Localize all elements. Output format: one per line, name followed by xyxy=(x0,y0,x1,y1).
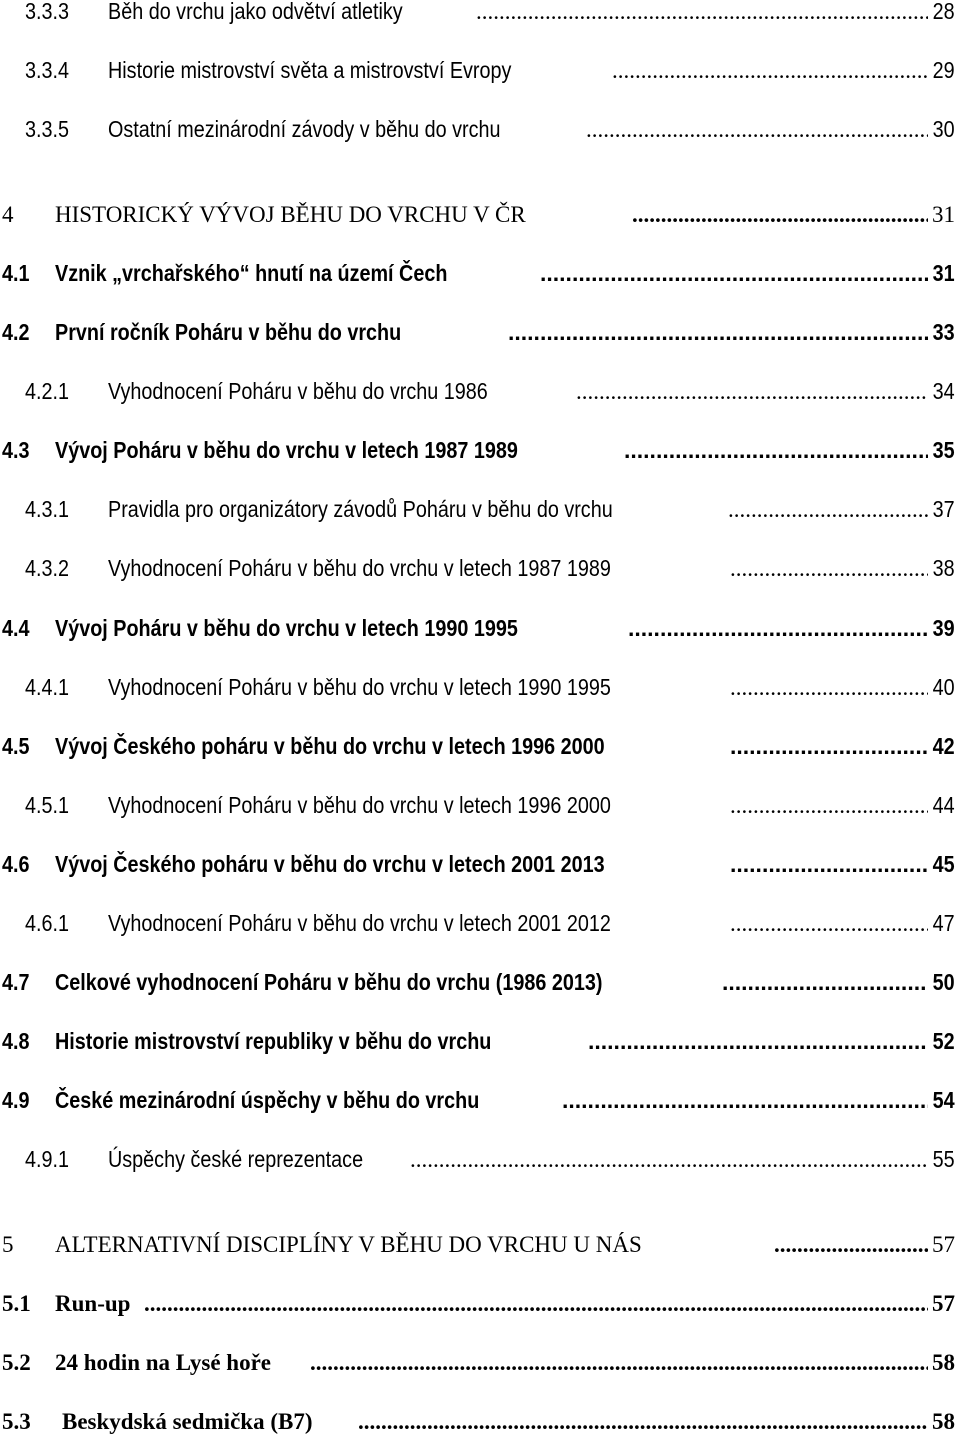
toc-entry-page: 52 xyxy=(932,1028,955,1054)
toc-entry-leader xyxy=(540,262,928,285)
toc-entry-number: 3.3.3 xyxy=(25,0,69,24)
toc-entry-leader xyxy=(730,794,928,817)
toc-entry[interactable] xyxy=(0,1148,955,1178)
toc-entry-number: 5.3 xyxy=(2,1409,31,1434)
toc-entry-title: Vývoj Poháru v běhu do vrchu v letech 1990 1995 xyxy=(55,615,518,641)
toc-entry-title: České mezinárodní úspěchy v běhu do vrchu xyxy=(55,1087,480,1113)
toc-entry[interactable] xyxy=(0,439,955,469)
toc-entry-title: Vývoj Českého poháru v běhu do vrchu v letech 1996 2000 xyxy=(55,733,605,759)
toc-entry[interactable] xyxy=(0,321,955,351)
toc-entry-leader xyxy=(722,971,928,994)
toc-entry-page: 33 xyxy=(932,319,955,345)
toc-entry-number: 3.3.4 xyxy=(25,57,69,83)
toc-entry-title: Historie mistrovství světa a mistrovství Evropy xyxy=(108,57,512,83)
toc-entry-leader xyxy=(562,1089,928,1112)
toc-entry-page: 30 xyxy=(932,116,955,142)
toc-entry-leader xyxy=(628,617,928,640)
toc-entry[interactable] xyxy=(0,557,955,587)
toc-entry-number: 4.1 xyxy=(2,260,30,286)
toc-entry[interactable] xyxy=(0,853,955,883)
toc-entry[interactable] xyxy=(0,1292,955,1322)
toc-entry-title: ALTERNATIVNÍ DISCIPLÍNY V BĚHU DO VRCHU U NÁS xyxy=(55,1232,642,1257)
toc-entry-leader xyxy=(730,853,928,876)
toc-entry[interactable] xyxy=(0,498,955,528)
toc-entry-number: 4.8 xyxy=(2,1028,30,1054)
toc-entry[interactable] xyxy=(0,1089,955,1119)
toc-entry[interactable] xyxy=(0,1351,955,1381)
toc-entry-title: 24 hodin na Lysé hoře xyxy=(55,1350,271,1375)
toc-entry-leader xyxy=(144,1292,928,1315)
toc-entry-title: Běh do vrchu jako odvětví atletiky xyxy=(108,0,403,24)
toc-entry-title: Vyhodnocení Poháru v běhu do vrchu v letech 1987 1989 xyxy=(108,555,611,581)
toc-entry-leader xyxy=(728,498,928,521)
toc-entry-title: Ostatní mezinárodní závody v běhu do vrchu xyxy=(108,116,501,142)
toc-entry-leader xyxy=(730,557,928,580)
toc-entry-number: 4.7 xyxy=(2,969,30,995)
toc-entry[interactable] xyxy=(0,380,955,410)
toc-entry-number: 4.9 xyxy=(2,1087,30,1113)
toc-entry-page: 29 xyxy=(932,57,955,83)
toc-entry-leader xyxy=(310,1351,928,1374)
toc-entry-number: 4.6.1 xyxy=(25,910,69,936)
toc-entry[interactable] xyxy=(0,912,955,942)
toc-entry-leader xyxy=(612,59,928,82)
toc-entry-leader xyxy=(624,439,928,462)
toc-entry-page: 37 xyxy=(932,496,955,522)
toc-entry-number: 4 xyxy=(2,202,14,227)
toc-entry-number: 4.6 xyxy=(2,851,30,877)
toc-entry-leader xyxy=(586,118,928,141)
toc-entry-title: Vyhodnocení Poháru v běhu do vrchu v letech 2001 2012 xyxy=(108,910,611,936)
toc-entry[interactable] xyxy=(0,735,955,765)
toc-entry-number: 4.5.1 xyxy=(25,792,69,818)
toc-entry-number: 4.2.1 xyxy=(25,378,69,404)
toc-entry-page: 58 xyxy=(932,1350,955,1375)
toc-entry-number: 5.1 xyxy=(2,1291,31,1316)
toc-entry-title: Pravidla pro organizátory závodů Poháru v běhu do vrchu xyxy=(108,496,613,522)
toc-entry-page: 50 xyxy=(932,969,955,995)
toc-entry-page: 39 xyxy=(932,615,955,641)
toc-entry-number: 4.2 xyxy=(2,319,30,345)
toc-entry-title: Vyhodnocení Poháru v běhu do vrchu v letech 1990 1995 xyxy=(108,674,611,700)
toc-entry[interactable] xyxy=(0,794,955,824)
toc-entry-page: 54 xyxy=(932,1087,955,1113)
toc-entry-page: 35 xyxy=(932,437,955,463)
toc-entry-leader xyxy=(632,203,928,226)
toc-entry-page: 57 xyxy=(932,1291,955,1316)
toc-entry-title: Úspěchy české reprezentace xyxy=(108,1146,364,1172)
toc-entry-title: Celkové vyhodnocení Poháru v běhu do vrchu (1986 2013) xyxy=(55,969,603,995)
toc-entry[interactable] xyxy=(0,0,955,30)
toc-entry-title: Vyhodnocení Poháru v běhu do vrchu 1986 xyxy=(108,378,488,404)
toc-entry[interactable] xyxy=(0,203,955,233)
toc-entry-page: 34 xyxy=(932,378,955,404)
toc-entry-number: 4.4.1 xyxy=(25,674,69,700)
toc-entry-page: 58 xyxy=(932,1409,955,1434)
toc-entry-number: 4.3.2 xyxy=(25,555,69,581)
toc-entry[interactable] xyxy=(0,118,955,148)
toc-entry-leader xyxy=(358,1410,928,1433)
toc-entry-leader xyxy=(588,1030,928,1053)
toc-entry-title: Vývoj Poháru v běhu do vrchu v letech 1987 1989 xyxy=(55,437,518,463)
toc-entry-page: 40 xyxy=(932,674,955,700)
toc-entry-leader xyxy=(476,0,928,23)
toc-entry[interactable] xyxy=(0,617,955,647)
toc-entry-number: 4.3 xyxy=(2,437,30,463)
toc-entry-number: 4.4 xyxy=(2,615,30,641)
toc-entry-title: První ročník Poháru v běhu do vrchu xyxy=(55,319,402,345)
toc-entry-leader xyxy=(508,321,928,344)
toc-entry-leader xyxy=(410,1148,928,1171)
toc-entry-title: Vývoj Českého poháru v běhu do vrchu v letech 2001 2013 xyxy=(55,851,605,877)
toc-entry-page: 31 xyxy=(932,202,955,227)
toc-entry-number: 5.2 xyxy=(2,1350,31,1375)
toc-entry[interactable] xyxy=(0,59,955,89)
toc-entry[interactable] xyxy=(0,262,955,292)
toc-entry-page: 42 xyxy=(932,733,955,759)
toc-entry-leader xyxy=(730,735,928,758)
toc-entry[interactable] xyxy=(0,676,955,706)
toc-entry-title: Beskydská sedmička (B7) xyxy=(62,1409,313,1434)
toc-entry[interactable] xyxy=(0,1233,955,1263)
toc-entry-leader xyxy=(774,1233,928,1256)
toc-entry-title: HISTORICKÝ VÝVOJ BĚHU DO VRCHU V ČR xyxy=(55,202,526,227)
toc-entry-page: 28 xyxy=(932,0,955,24)
toc-entry-page: 57 xyxy=(932,1232,955,1257)
toc-entry-number: 3.3.5 xyxy=(25,116,69,142)
toc-entry-page: 55 xyxy=(932,1146,955,1172)
toc-entry-page: 44 xyxy=(932,792,955,818)
toc-entry-page: 47 xyxy=(932,910,955,936)
toc-entry-number: 4.9.1 xyxy=(25,1146,69,1172)
toc-entry-leader xyxy=(576,380,928,403)
toc-entry[interactable] xyxy=(0,1410,955,1440)
toc-entry-title: Historie mistrovství republiky v běhu do vrchu xyxy=(55,1028,492,1054)
toc-entry-title: Vznik „vrchařského“ hnutí na území Čech xyxy=(55,260,448,286)
toc-entry[interactable] xyxy=(0,971,955,1001)
toc-entry-number: 4.3.1 xyxy=(25,496,69,522)
toc-entry-number: 5 xyxy=(2,1232,14,1257)
toc-entry[interactable] xyxy=(0,1030,955,1060)
toc-entry-title: Vyhodnocení Poháru v běhu do vrchu v letech 1996 2000 xyxy=(108,792,611,818)
toc-entry-page: 45 xyxy=(932,851,955,877)
toc-entry-page: 38 xyxy=(932,555,955,581)
toc-entry-number: 4.5 xyxy=(2,733,30,759)
toc-entry-leader xyxy=(730,676,928,699)
toc-entry-page: 31 xyxy=(932,260,955,286)
toc-entry-title: Run-up xyxy=(55,1291,131,1316)
toc-entry-leader xyxy=(730,912,928,935)
